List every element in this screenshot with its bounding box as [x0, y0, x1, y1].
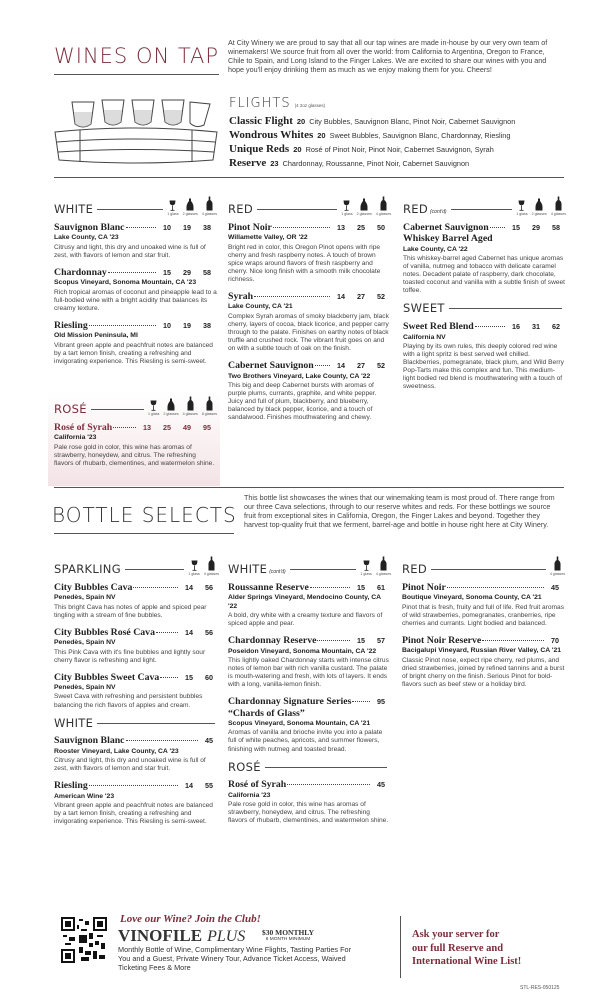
wine-category [54, 196, 217, 366]
pour-size-icons [167, 196, 217, 217]
price: 52 [377, 291, 385, 301]
pour-size-label: 4 glasses [375, 572, 391, 577]
flight-item [229, 143, 569, 156]
category-title: WHITE [228, 561, 268, 576]
carafe-icon [360, 198, 368, 212]
pour-size-label: 1 glass [516, 212, 528, 217]
price: 31 [532, 322, 540, 332]
category-title: RED [228, 201, 254, 216]
glass-icon [363, 560, 370, 572]
bottle-icon [555, 196, 562, 212]
flight-item [229, 157, 569, 170]
divider [54, 487, 564, 488]
category-header [54, 717, 219, 731]
wine-name: Sauvignon Blanc [54, 221, 125, 233]
menu-item [228, 291, 391, 353]
wine-name: Riesling [54, 780, 88, 792]
carafe-icon [535, 198, 543, 212]
menu-item [54, 672, 219, 710]
category-header [54, 556, 219, 577]
wine-name: Rosé of Syrah [228, 779, 287, 791]
club-description: Monthly Bottle of Wine, Complimentary Wine Flights, Tasting Parties For You and a Guest, Private Winery Tour, Advance Ticket Access, Waived Ticketing Fees & More [118, 945, 352, 973]
price: 56 [205, 582, 213, 592]
bottle-col-1 [54, 556, 219, 833]
menu-item [403, 321, 566, 391]
price: 13 [337, 222, 345, 232]
pour-size-label: 1 glass [360, 572, 372, 577]
wine-origin: Boutique Vineyard, Sonoma County, CA '21 [402, 594, 542, 602]
price: 55 [205, 781, 213, 791]
pour-size-label: 1 glass [341, 212, 353, 217]
menu-item [54, 267, 217, 313]
category-title: WHITE [54, 201, 94, 216]
divider [54, 177, 564, 178]
price: 45 [551, 582, 559, 592]
glass-icon [518, 200, 525, 212]
wine-name: Rosé of Syrah [54, 421, 113, 433]
tap-col-2 [228, 196, 391, 429]
menu-item [54, 222, 217, 260]
pour-size-icons [360, 556, 391, 577]
wine-name-2: Whiskey Barrel Aged [403, 233, 493, 245]
glass-icon [343, 200, 350, 212]
wine-origin: Penedès, Spain NV [54, 639, 116, 647]
wine-origin: Penedès, Spain NV [54, 594, 116, 602]
ask-line-1: Ask your server for [412, 929, 500, 940]
wine-description: This big and deep Cabernet bursts with aromas of purple plums, currants, graphite, and white pepper. Juicy and full of plum, blackberry, and blueberry, balanced by black pepper, licorice, and a touch of sandalwood. Finishes mouthwatering and chewy. [228, 381, 377, 421]
price: 60 [205, 672, 213, 682]
bottle-col-3 [402, 556, 565, 696]
wine-name: Pinot Noir Reserve [402, 634, 482, 646]
price: 45 [205, 736, 213, 746]
pour-size-label: 4 glasses [549, 572, 565, 577]
club-brand [118, 926, 245, 946]
wine-name: Chardonnay Signature Series [228, 695, 352, 707]
category-rule [449, 308, 562, 309]
flight-item [229, 129, 569, 142]
menu-item [228, 582, 391, 628]
club-price: $30 MONTHLY [262, 928, 315, 937]
flight-description: Rosé of Pinot Noir, Pinot Noir, Cabernet Sauvignon, Syrah [305, 144, 494, 154]
price: 29 [532, 222, 540, 232]
category-rule [431, 569, 546, 570]
price: 14 [337, 291, 345, 301]
price: 25 [357, 222, 365, 232]
wine-origin: California NV [403, 333, 446, 341]
category-rule [451, 209, 513, 210]
category-title: RED [402, 561, 428, 576]
wine-name: Pinot Noir [402, 581, 446, 593]
price: 19 [183, 222, 191, 232]
category-header [228, 761, 391, 775]
pour-size-icons [550, 556, 565, 577]
pour-size-label: 1 glass [148, 412, 160, 417]
wine-category [228, 761, 391, 826]
club-price-block [262, 928, 314, 943]
price: 15 [357, 582, 365, 592]
tap-col-1-rose [54, 396, 217, 475]
wine-origin: Lake County, CA '21 [228, 303, 293, 311]
price: 15 [185, 672, 193, 682]
menu-item [54, 627, 219, 665]
wine-category [403, 196, 566, 295]
flight-description: Chardonnay, Roussanne, Pinot Noir, Cabernet Sauvignon [282, 159, 470, 169]
category-rule [91, 409, 144, 410]
price: 15 [357, 635, 365, 645]
tap-col-1 [54, 196, 217, 373]
section-title-bottle-selects: BOTTLE SELECTS [52, 503, 237, 527]
category-rule [257, 209, 337, 210]
price: 50 [377, 222, 385, 232]
bottle-icon [380, 556, 387, 572]
category-header [228, 556, 391, 577]
menu-item [228, 635, 391, 689]
glass-icon [191, 560, 198, 572]
menu-item [54, 780, 219, 826]
continued-label: (cont'd) [269, 568, 286, 575]
price: 29 [183, 267, 191, 277]
menu-code: STL-RES-050125 [520, 985, 560, 991]
price: 45 [377, 780, 385, 790]
category-header [54, 396, 217, 417]
bottle-intro-text: This bottle list showcases the wines that our winemaking team is most proud of. There range from our three Cava selections, through to our reserve whites and reds. For these bottlings we source fruit from exceptional sites in California, Oregon, the Finger Lakes and beyond. Together they harvest top-quality fruit that we ferment, barrel-age and bottle in house right here at City Winery. [244, 493, 555, 529]
wine-origin: Lake County, CA '23 [54, 234, 119, 242]
pour-size-label: 1 glass [188, 572, 200, 577]
pour-size-icons [188, 556, 219, 577]
menu-item [54, 582, 219, 620]
pour-size-icons [341, 196, 391, 217]
menu-item [228, 222, 391, 284]
wine-name: Pinot Noir [228, 221, 272, 233]
category-rule [97, 723, 215, 724]
pour-size-label: 1 glass [167, 212, 179, 217]
pour-size-icons [516, 196, 566, 217]
wine-name: City Bubbles Cava [54, 581, 133, 593]
wine-origin: California '23 [228, 792, 271, 800]
wine-category [228, 556, 391, 754]
wine-description: Sweet Cava with refreshing and persistent bubbles balancing the rich flavors of apples and cream. [54, 693, 203, 709]
price: 27 [357, 291, 365, 301]
menu-item [54, 735, 219, 773]
flight-item [229, 115, 569, 128]
wine-name: Sauvignon Blanc [54, 735, 125, 747]
category-title: ROSÉ [54, 401, 87, 416]
pour-size-label: 2 glasses [531, 212, 547, 217]
wine-description: This Pink Cava with it's fine bubbles and lightly sour cherry flavor is refreshing and light. [54, 648, 206, 664]
wine-name: Roussanne Reserve [228, 581, 309, 593]
menu-item [54, 320, 217, 366]
price: 49 [183, 422, 191, 432]
wine-name: City Bubbles Rosé Cava [54, 626, 155, 638]
divider-vertical [400, 916, 401, 978]
menu-item [228, 360, 391, 422]
wine-description: Vibrant green apple and peachfruit notes are balanced by a tart lemon finish, creating a refreshing and invigorating experience. This Riesling is semi-sweet. [54, 802, 213, 826]
wine-description: This bright Cava has notes of apple and spiced pear tingling with a stream of fine bubbles. [54, 603, 207, 619]
category-title: SPARKLING [54, 561, 121, 576]
intro-text: At City Winery we are proud to say that all our tap wines are made in-house by our very own team of winemakers! We source fruit from all over the world: from California to Argentina, Oregon to France, Chile to Spain, and Long Island to the Finger Lakes. We are excited to share our wines with you and hope you'll enjoy drinking them as much as we enjoy making them for you. Cheers! [228, 38, 548, 74]
section-title-wines-on-tap: WINES ON TAP [54, 44, 220, 68]
category-header [228, 196, 391, 217]
wine-category [54, 717, 219, 827]
price: 16 [512, 322, 520, 332]
price: 14 [337, 360, 345, 370]
wine-category [403, 302, 566, 391]
price: 61 [377, 582, 385, 592]
pour-size-label: 2 glasses [356, 212, 372, 217]
club-tagline: Love our Wine? Join the Club! [120, 913, 261, 925]
price: 95 [377, 696, 385, 706]
club-minimum: 6 MONTH MINIMUM [265, 937, 311, 942]
pour-size-icons [148, 396, 217, 417]
price: 57 [377, 635, 385, 645]
carafe-icon [167, 398, 175, 412]
category-rule [265, 767, 387, 768]
category-header [402, 556, 565, 577]
wine-description: Aromas of vanilla and brioche invite you into a palate full of white peaches, apricots, and summer flowers, finishing with nutmeg and toasted bread. [228, 729, 383, 753]
flight-name: Classic Flight [229, 114, 293, 127]
menu-item [403, 222, 566, 296]
category-title: RED [403, 201, 429, 216]
wine-name: Chardonnay [54, 266, 107, 278]
flights-note: (4 2oz glasses) [294, 103, 326, 108]
club-brand-plus: PLUS [207, 928, 246, 945]
wine-origin: Scopus Vineyard, Sonoma Mountain, CA '23 [54, 279, 197, 287]
wine-description: Citrusy and light, this dry and unoaked wine is full of zest, with flavors of lemon and star fruit. [54, 757, 206, 773]
pour-size-label: 4 glasses [375, 212, 391, 217]
wine-name: Cabernet Sauvignon [403, 221, 489, 233]
flight-name: Wondrous Whites [229, 128, 314, 141]
price: 10 [163, 222, 171, 232]
pour-size-label: 4 glasses [182, 412, 198, 417]
flight-name: Reserve [229, 157, 267, 170]
price: 38 [203, 320, 211, 330]
flights-title: FLIGHTS [229, 96, 291, 111]
price: 56 [205, 627, 213, 637]
wine-description: Pinot that is fresh, fruity and full of life. Red fruit aromas of wild strawberries, pomegranates, cranberries, ripe cherries and currants. Light bodied and balanced. [402, 603, 564, 627]
wine-name: Syrah [228, 290, 254, 302]
wine-origin: Scopus Vineyard, Sonoma Mountain, CA '21 [228, 720, 371, 728]
menu-item [402, 635, 565, 689]
ask-server-note [412, 928, 521, 969]
category-header [403, 302, 566, 316]
wine-name: City Bubbles Sweet Cava [54, 671, 160, 683]
wine-description: Complex Syrah aromas of smoky blackberry jam, black cherry, layers of cocoa, black licorice, and pepper carry through to the palate. Finishes on earthy notes of black truffle and crushed rock. The vibrant fruit goes on and on with a subtle touch of oak on the finish. [228, 312, 389, 352]
wine-description: This lightly oaked Chardonnay starts with intense citrus notes of lemon bar with rich vanilla custard. The palate is mouth-watering and fresh, with lots of layers. It ends with a long, vanilla-lemon finish. [228, 656, 389, 688]
bottle-icon [380, 196, 387, 212]
wine-origin: Bacigalupi Vineyard, Russian River Valley, CA '21 [402, 647, 562, 655]
pour-size-label: 4 glasses [550, 212, 566, 217]
pour-size-label: 4 glasses [203, 572, 219, 577]
pour-size-label: 2 glasses [182, 212, 198, 217]
price: 70 [551, 635, 559, 645]
price: 14 [185, 582, 193, 592]
wine-description: Bright red in color, this Oregon Pinot opens with ripe cherry and fresh raspberry notes. A touch of brown spice wraps around flavors of fresh raspberry and cherry. Nice long finish with a smooth milk chocolate richness. [228, 243, 381, 283]
price: 95 [203, 422, 211, 432]
price: 10 [163, 320, 171, 330]
wine-category [228, 196, 391, 422]
wine-name: Riesling [54, 319, 88, 331]
wine-origin: California '23 [54, 434, 97, 442]
glass-icon [150, 400, 157, 412]
flight-price: 23 [270, 159, 279, 169]
ask-line-2: our full Reserve and [412, 942, 504, 954]
menu-item [54, 422, 217, 468]
pour-size-label: 2 glasses [163, 412, 179, 417]
category-title: ROSÉ [228, 759, 261, 774]
wine-description: Citrusy and light, this dry and unoaked wine is full of zest, with flavors of lemon and star fruit. [54, 243, 206, 259]
price: 14 [185, 781, 193, 791]
pour-size-label: 8 glasses [201, 412, 217, 417]
wine-origin: American Wine '23 [54, 793, 115, 801]
wine-name: Chardonnay Reserve [228, 634, 317, 646]
divider [54, 74, 219, 75]
flight-price: 20 [317, 130, 326, 140]
price: 52 [377, 360, 385, 370]
wine-origin: Poseidon Vineyard, Sonoma Mountain, CA '22 [228, 647, 377, 655]
bottle-icon [208, 556, 215, 572]
wine-description: Pale rose gold in color, this wine has aromas of strawberry, honeydew, and citrus. The refreshing flavors of rhubarb, clementines, and watermelon shine. [228, 801, 389, 825]
flight-name: Unique Reds [229, 142, 290, 155]
ask-line-3: International Wine List! [412, 956, 522, 968]
pour-size-label: 4 glasses [201, 212, 217, 217]
flight-description: City Bubbles, Sauvignon Blanc, Pinot Noir, Cabernet Sauvignon [309, 116, 516, 126]
wine-name: Cabernet Sauvignon [228, 359, 314, 371]
tap-col-3 [403, 196, 566, 398]
category-rule [125, 569, 185, 570]
price: 27 [357, 360, 365, 370]
wine-origin: Two Brothers Vineyard, Lake County, CA '22 [228, 372, 371, 380]
flight-description: Sweet Bubbles, Sauvignon Blanc, Chardonnay, Riesling [329, 130, 511, 140]
barrel-glasses-illustration [50, 94, 222, 164]
price: 14 [185, 627, 193, 637]
menu-item [228, 779, 391, 825]
bottle-icon [206, 396, 213, 412]
wine-name-2: “Chards of Glass” [228, 707, 305, 719]
price: 15 [163, 267, 171, 277]
wine-origin: Lake County, CA '22 [403, 246, 468, 254]
wine-description: Classic Pinot nose, expect ripe cherry, red plums, and dried strawberries, joined by refined tannins and a burst of bright cherry on the finish. Serious Pinot for bold-flavors such as beef stew or a holiday bird. [402, 656, 565, 688]
price: 15 [512, 222, 520, 232]
qr-code [61, 917, 107, 963]
price: 13 [143, 422, 151, 432]
divider [54, 533, 234, 534]
wine-origin: Alder Springs Vineyard, Mendocino County, CA '22 [228, 594, 381, 610]
wine-description: Vibrant green apple and peachfruit notes are balanced by a tart lemon finish, creating a refreshing and invigorating experience. This Riesling is semi-sweet. [54, 341, 213, 365]
category-header [54, 196, 217, 217]
wine-description: Playing by its own rules, this deeply colored red wine with a light spritz is best served well chilled. Blackberries, pomegranate, black plum, and Wild Berry Pop-Tarts make this complex and fun. This medium-light bodied red blend is mouthwatering with a touch of sweetness. [403, 343, 564, 391]
bottle-icon [554, 556, 561, 572]
menu-item [402, 582, 565, 628]
wine-description: Rich tropical aromas of coconut and pineapple lead to a full-bodied wine with a bright acidity that balances its creamy texture. [54, 288, 217, 312]
bottle-icon [206, 196, 213, 212]
flight-price: 20 [296, 116, 306, 126]
wine-origin: Rooster Vineyard, Lake County, CA '23 [54, 748, 179, 756]
wine-origin: Willamette Valley, OR '22 [228, 234, 308, 242]
price: 38 [203, 222, 211, 232]
wine-origin: Old Mission Peninsula, MI [54, 332, 138, 340]
category-rule [97, 209, 163, 210]
wine-category [54, 556, 219, 710]
glass-icon [169, 200, 176, 212]
price: 19 [183, 320, 191, 330]
wine-description: This whiskey-barrel aged Cabernet has unique aromas of vanilla, nutmeg and tobacco with delicate caramel notes. Decadent palate of raspberry, dark chocolate, toasted coconut and vanilla with a subtle finish of sweet toffee. [403, 255, 566, 295]
category-title: SWEET [403, 301, 445, 316]
wine-description: Pale rose gold in color, this wine has aromas of strawberry, honeydew, and citrus. The refreshing flavors of rhubarb, clementines, and watermelon shine. [54, 443, 215, 467]
wine-category [54, 396, 217, 468]
wine-origin: Penedès, Spain NV [54, 684, 116, 692]
wine-name: Sweet Red Blend [403, 321, 474, 333]
price: 58 [552, 222, 560, 232]
category-title: WHITE [54, 715, 94, 730]
menu-item [228, 696, 391, 754]
flight-price: 20 [293, 144, 302, 154]
continued-label: (cont'd) [430, 208, 447, 215]
price: 58 [203, 267, 211, 277]
price: 62 [552, 322, 560, 332]
bottle-icon [187, 396, 194, 412]
price: 25 [163, 422, 171, 432]
club-brand-name: VINOFILE [118, 926, 203, 945]
wine-category [402, 556, 565, 689]
category-rule [290, 569, 357, 570]
bottle-col-2 [228, 556, 391, 832]
carafe-icon [186, 198, 194, 212]
category-header [403, 196, 566, 217]
wine-description: A bold, dry white with a creamy texture and flavors of spiced apple and pear. [228, 611, 383, 627]
flights-section [229, 96, 569, 171]
